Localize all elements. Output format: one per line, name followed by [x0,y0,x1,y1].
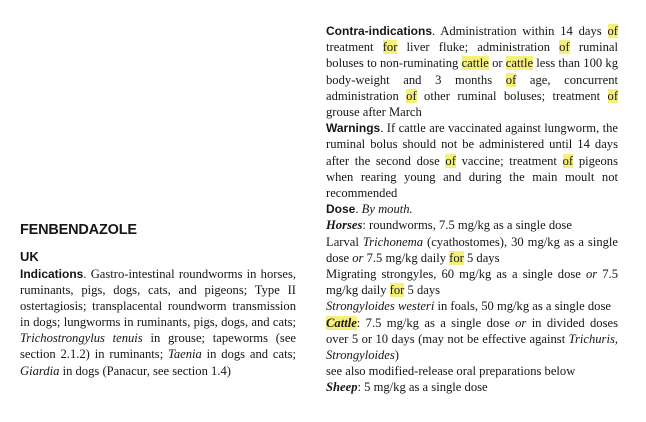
highlight: of [607,88,619,103]
sheep-label: Sheep [326,380,358,395]
highlight: of [607,24,618,38]
larval-text: 5 days [463,250,500,265]
drug-title: FENBENDAZOLE [20,222,137,238]
horses-label: Horses [326,218,363,233]
larval-line [326,234,618,266]
highlight: for [389,283,405,298]
warnings-text: pigeons when rearing young and during the main moult not recommended [326,153,618,201]
horses-line [326,217,618,233]
contra-indications-label: Contra-indications [326,24,433,38]
highlight: of [559,40,570,55]
strongyloides-line [326,298,618,314]
migrating-text: 5 days [404,283,441,298]
indications-species: Giardia [20,363,60,378]
dose-paragraph [326,201,618,217]
right-column [326,23,618,396]
dose-text: . [355,202,362,217]
larval-or: or [352,250,364,265]
contra-indications-paragraph [326,23,618,120]
see-also-line: see also modified-release oral preparations below [326,364,576,379]
cattle-label: Cattle [326,315,357,330]
larval-text: (cyathostomes), 30 mg/kg as a single dose [326,234,619,265]
larval-text: Larval [326,234,363,249]
indications-species: Trichostrongylus tenuis [20,331,143,346]
highlight: of [406,88,417,103]
contra-text: liver fluke; administration [397,40,560,55]
contra-text: less than 100 kg body-weight and 3 months [326,56,619,87]
cattle-text: : 7.5 mg/kg as a single dose [356,315,516,330]
cattle-text: in divided doses over 5 or 10 days (may not be effective against [326,315,618,346]
warnings-paragraph [326,120,618,201]
warnings-label: Warnings [326,121,381,136]
contra-text: age, concurrent administration [326,72,618,103]
horses-text: : roundworms, 7.5 mg/kg as a single dose [362,218,572,233]
strongyloides-species: Strongyloides westeri [326,299,435,314]
contra-text: other ruminal boluses; treatment [416,88,608,103]
indications-text: . Gastro-intestinal roundworms in horses, ruminants, pigs, dogs, cats, and pigeons; Type II ostertagiosis; transplacental roundworm transmission in dogs; lungworms in ruminants, pigs, dogs, and cats; [20,267,296,330]
warnings-text: . If cattle are vaccinated against lungworm, the ruminal bolus should not be administered until 14 days after the second dose [326,121,618,168]
highlight: of [562,153,574,168]
cattle-species: Trichuris, Strongyloides [326,331,618,363]
strongyloides-text: in foals, 50 mg/kg as a single dose [434,299,611,314]
highlight: cattle [505,56,534,71]
migrating-text: 7.5 mg/kg daily [326,267,618,298]
cattle-line [326,315,618,364]
indications-text: in dogs and cats; [201,347,296,362]
highlight: for [449,250,464,265]
cattle-or: or [515,315,527,330]
contra-text: ruminal boluses to non-ruminating [326,40,618,71]
migrating-or: or [585,267,598,282]
larval-text: 7.5 mg/kg daily [363,250,450,265]
sheep-line [326,379,618,395]
contra-text: treatment [326,40,383,55]
migrating-line [326,266,618,298]
contra-text: grouse after March [326,105,422,120]
dose-route: By mouth. [361,202,413,217]
indications-text: in grouse; tapeworms (see section 2.1.2) in ruminants; [20,331,297,362]
dose-label: Dose [326,202,356,217]
larval-species: Trichonema [362,234,424,249]
warnings-text: vaccine; treatment [455,153,563,168]
region-heading: UK [20,249,39,264]
indications-label: Indications [20,267,84,281]
highlight: for [382,40,398,55]
highlight: of [505,72,517,87]
indications-paragraph [20,266,296,379]
indications-species: Taenia [168,347,202,362]
cattle-text: ) [394,348,399,363]
contra-text: or [488,56,506,71]
left-column [20,221,296,379]
highlight: cattle [461,56,489,71]
highlight: of [445,153,456,168]
sheep-text: : 5 mg/kg as a single dose [357,380,488,395]
contra-text: . Administration within 14 days [432,24,608,38]
indications-text: in dogs (Panacur, see section 1.4) [59,363,231,378]
migrating-text: Migrating strongyles, 60 mg/kg as a single dose [326,267,586,282]
